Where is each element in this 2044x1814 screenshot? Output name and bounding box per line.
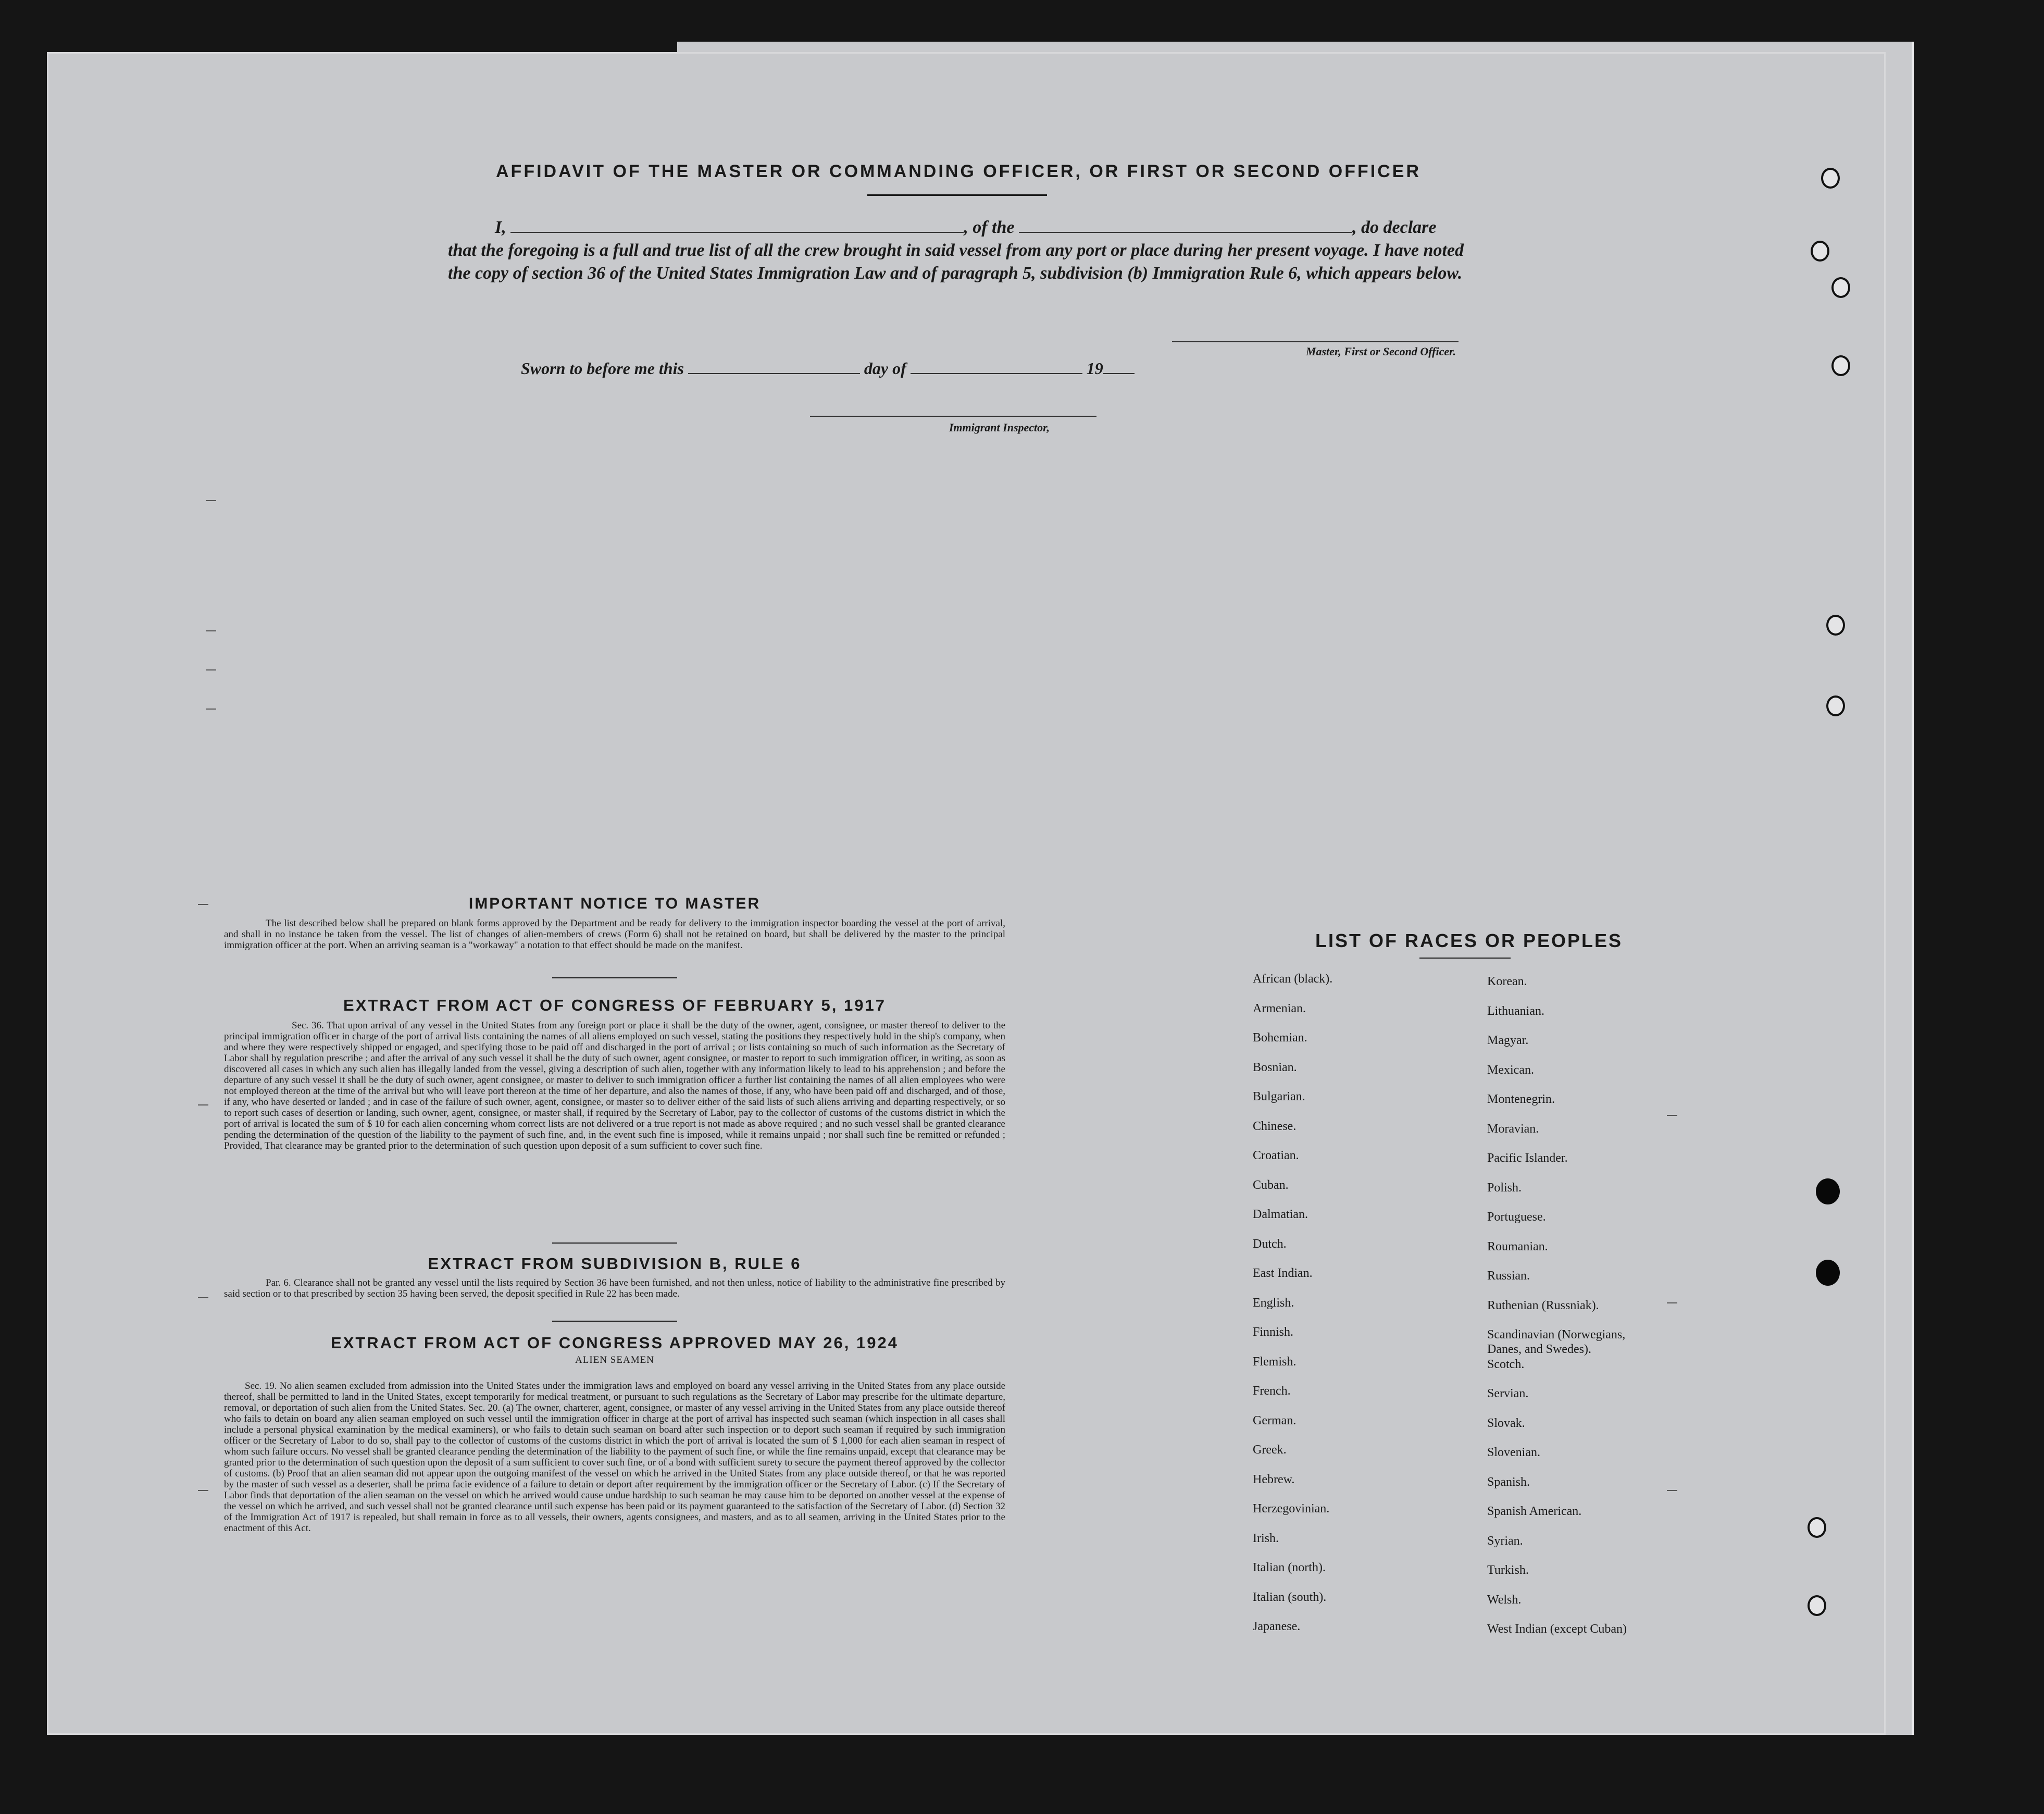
extract-1917-heading: EXTRACT FROM ACT OF CONGRESS OF FEBRUARY 5, 1917 [343,996,886,1014]
binder-hole [1826,615,1845,636]
binder-hole-punched [1816,1260,1840,1286]
notice-heading: IMPORTANT NOTICE TO MASTER [468,895,761,912]
races-right-column [1487,974,1627,1651]
race-item: Pacific Islander. [1487,1151,1568,1165]
race-item: Spanish American. [1487,1505,1582,1518]
margin-mark [198,1490,208,1491]
extract-rule6-rule [552,1321,677,1322]
race-item: Bulgarian. [1253,1090,1305,1103]
margin-mark [1667,1302,1677,1303]
margin-mark [198,1104,208,1105]
extract-1924-body: Sec. 19. No alien seamen excluded from admission into the United States under the immigration laws and employed on board any vessel arriving in the United States from any place outside thereof, shall be permitted to land in the United States, except temporarily for medical treatment, or pursuant to such regulations as the Secretary of Labor may prescribe for the ultimate departure, removal, or deportation of such alien from the United States. Sec. 20. (a) The owner, charterer, agent, consignee, or master of any vessel arriving in the United States from any place outside thereof who fails to detain on board any alien seaman employed on such vessel until the immigration officer in charge at the port of arrival has inspected such seaman (which inspection in all cases shall include a personal physical examination by the medical examiners), or who fails to detain such seaman on board after such inspection or to deport such seaman if required by such immigration officer or the Secretary of Labor to do so, shall pay to the collector of customs of the customs district in which the port of arrival is located the sum of $ 1,000 for each alien seaman in respect of whom such failure occurs. No vessel shall be granted clearance pending the determination of the liability to the payment of such fine, or while the fine remains unpaid, except that clearance may be granted prior to the determination of such question upon the deposit of a sum sufficient to cover such fine, or of a bond with sufficient surety to secure the payment thereof approved by the collector of customs. (b) Proof that an alien seaman did not appear upon the outgoing manifest of the vessel on which he arrived in the United States from any place outside thereof, or that he was reported by the master of such vessel as a deserter, shall be prima facie evidence of a failure to detain or deport after requirement by the immigration officer or the Secretary of Labor. (c) If the Secretary of Labor finds that deportation of the alien seaman on the vessel on which he arrived would cause undue hardship to such seaman he may cause him to be deported on another vessel at the expense of the vessel on which he arrived, and such vessel shall not be granted clearance until such expense has been paid or its payment guaranteed to the satisfaction of the Secretary of Labor. (d) Section 32 of the Immigration Act of 1917 is repealed, but shall remain in force as to all vessels, their owners, agents consignees, and masters, and as to all seamen, arriving in the United States prior to the enactment of this Act. [224,1381,1005,1534]
declaration-text: that the foregoing is a full and true list of all the crew brought in said vessel from any port or place during her present voyage. I have noted the copy of section 36 of the United States Immigration Law and of paragraph 5, subdivision (b) Immigration Rule 6, which appears below. [448,241,1464,283]
binder-hole [1831,355,1850,376]
extract-rule6-heading: EXTRACT FROM SUBDIVISION B, RULE 6 [428,1254,802,1273]
margin-mark [1667,1490,1677,1491]
margin-mark [206,709,216,710]
do-declare-label: , do declare [1352,218,1437,237]
month-blank[interactable] [911,358,1082,374]
extract-1924-subheading: ALIEN SEAMEN [575,1355,654,1365]
races-title-rule [1419,958,1511,959]
race-item: Montenegrin. [1487,1092,1555,1106]
margin-mark [198,904,208,905]
extract-1917-body: Sec. 36. That upon arrival of any vessel in the United States from any foreign port or place it shall be the duty of the owner, agent, consignee, or master thereof to deliver to the principal immigration officer in charge of the port of arrival lists containing the names of all aliens employed on such vessel, stating the positions they respectively hold in the ship's company, when and where they were respectively shipped or engaged, and specifying those to be paid off and discharged in the port of arrival ; or lists containing so much of such information as the Secretary of Labor shall by regulation prescribe ; and after the arrival of any such vessel it shall be the duty of such owner, agent consignee, or master to report to such immigration officer, in writing, as soon as discovered all cases in which any such alien has illegally landed from the vessel, giving a description of such alien, together with any information likely to lead to his apprehension ; and before the departure of any such vessel it shall be the duty of such owner, agent consignee, or master to deliver to such immigration officer a further list containing the names of all alien employees who were not employed thereon at the time of the arrival but who will leave port thereon at the time of her departure, and also the names of those, if any, who have been paid off and discharged, and of those, if any, who have deserted or landed ; and in case of the failure of such owner, agent, consignee, or master so to deliver either of the said lists of such aliens arriving and departing respectively, or so to report such cases of desertion or landing, such owner, agent, consignee, or master shall, if required by the Secretary of Labor, pay to the collector of customs of the customs district in which the port of arrival is located the sum of $ 10 for each alien concerning whom correct lists are not delivered or a true report is not made as above required ; and no such vessel shall be granted clearance pending the determination of the question of the liability to the payment of such fine, and, in the event such fine is imposed, while it remains unpaid ; nor shall such fine be remitted or refunded ; Provided, That clearance may be granted prior to the determination of such question upon deposit of a sum sufficient to cover such fine. [224,1020,1005,1151]
race-item: Mexican. [1487,1063,1534,1077]
race-item: French. [1253,1384,1291,1398]
i-label: I, [495,218,506,237]
race-item: Russian. [1487,1269,1530,1283]
race-item: Welsh. [1487,1593,1522,1607]
race-item: Croatian. [1253,1149,1299,1162]
binder-hole [1821,168,1840,189]
margin-mark [1667,1115,1677,1116]
affidavit-heading: AFFIDAVIT OF THE MASTER OR COMMANDING OFFICER, OR FIRST OR SECOND OFFICER [496,161,1421,181]
notice-rule [552,977,677,978]
race-item: Moravian. [1487,1122,1539,1136]
race-item: Servian. [1487,1387,1529,1400]
race-item: Flemish. [1253,1355,1297,1369]
margin-mark [206,669,216,670]
affidavit-declaration [448,216,1464,285]
sworn-label: Sworn to before me this [521,359,684,378]
binder-hole [1811,241,1829,262]
race-item: Cuban. [1253,1178,1289,1192]
race-item: Japanese. [1253,1620,1301,1633]
year-blank[interactable] [1103,358,1135,374]
declaration-first-line [448,216,1464,239]
race-item: Turkish. [1487,1563,1529,1577]
day-blank[interactable] [688,358,860,374]
margin-mark [198,1297,208,1298]
margin-mark [206,500,216,501]
race-item: Syrian. [1487,1534,1523,1548]
of-the-label: , of the [964,218,1015,237]
race-item: Italian (south). [1253,1590,1327,1604]
race-item: Dalmatian. [1253,1208,1308,1221]
binder-hole [1808,1595,1826,1616]
race-item: Ruthenian (Russniak). [1487,1298,1599,1312]
race-item: Irish. [1253,1531,1279,1545]
race-item: English. [1253,1296,1294,1310]
race-item: African (black). [1253,972,1333,986]
notice-body: The list described below shall be prepared on blank forms approved by the Department and be ready for delivery to the immigration inspector boarding the vessel at the port of arrival, and shall in no instance be taken from the vessel. The list of changes of alien-members of crews (Form 6) shall not be retained on board, but shall be delivered by the master to the principal immigration officer at the port. When an arriving seaman is a "workaway" a notation to that effect should be made on the manifest. [224,918,1005,951]
extract-1917-rule [552,1243,677,1244]
name-blank[interactable] [510,217,964,233]
race-item: Armenian. [1253,1001,1306,1015]
race-item: Slovak. [1487,1416,1525,1430]
binder-hole [1826,695,1845,716]
race-item: German. [1253,1413,1297,1427]
race-item: Spanish. [1487,1475,1530,1489]
extract-rule6-body: Par. 6. Clearance shall not be granted any vessel until the lists required by Section 36 have been furnished, and not then unless, notice of liability to the administrative fine prescribed by said section or to that prescribed by section 35 having been served, the deposit specified in Rule 22 has been made. [224,1277,1005,1299]
inspector-signature-line[interactable] [810,416,1096,417]
year-prefix: 19 [1086,359,1103,378]
sworn-line [521,358,1135,378]
race-item: Greek. [1253,1443,1287,1457]
race-item: Roumanian. [1487,1239,1548,1253]
race-item: Italian (north). [1253,1561,1326,1574]
race-item: Bosnian. [1253,1060,1297,1074]
race-item: Bohemian. [1253,1031,1307,1045]
margin-mark [206,630,216,631]
race-item: Lithuanian. [1487,1004,1544,1018]
race-item: Hebrew. [1253,1472,1295,1486]
day-of-label: day of [864,359,906,378]
race-item: Herzegovinian. [1253,1502,1330,1515]
race-item: Portuguese. [1487,1210,1546,1224]
race-item: Finnish. [1253,1325,1294,1339]
race-item: Scandinavian (Norwegians, Danes, and Swedes). [1487,1328,1626,1356]
binder-hole [1831,277,1850,298]
race-item: Korean. [1487,975,1527,988]
heading-rule [867,194,1047,196]
race-item: Magyar. [1487,1034,1529,1047]
inspector-label: Immigrant Inspector, [949,421,1050,434]
race-item: Polish. [1487,1181,1522,1195]
vessel-blank[interactable] [1019,217,1352,233]
race-item: Dutch. [1253,1237,1287,1251]
extract-1924-heading: EXTRACT FROM ACT OF CONGRESS APPROVED MAY 26, 1924 [331,1334,899,1352]
signature-label: Master, First or Second Officer. [1305,345,1456,358]
race-item: Chinese. [1253,1119,1297,1133]
signature-line[interactable] [1172,341,1459,342]
race-item: East Indian. [1253,1266,1313,1280]
binder-hole-punched [1816,1178,1840,1204]
races-left-column [1253,972,1332,1649]
race-item: Slovenian. [1487,1446,1540,1459]
race-item: Scotch. [1487,1357,1525,1371]
races-title: LIST OF RACES OR PEOPLES [1315,930,1623,951]
race-item: West Indian (except Cuban) [1487,1622,1627,1636]
binder-hole [1808,1517,1826,1538]
